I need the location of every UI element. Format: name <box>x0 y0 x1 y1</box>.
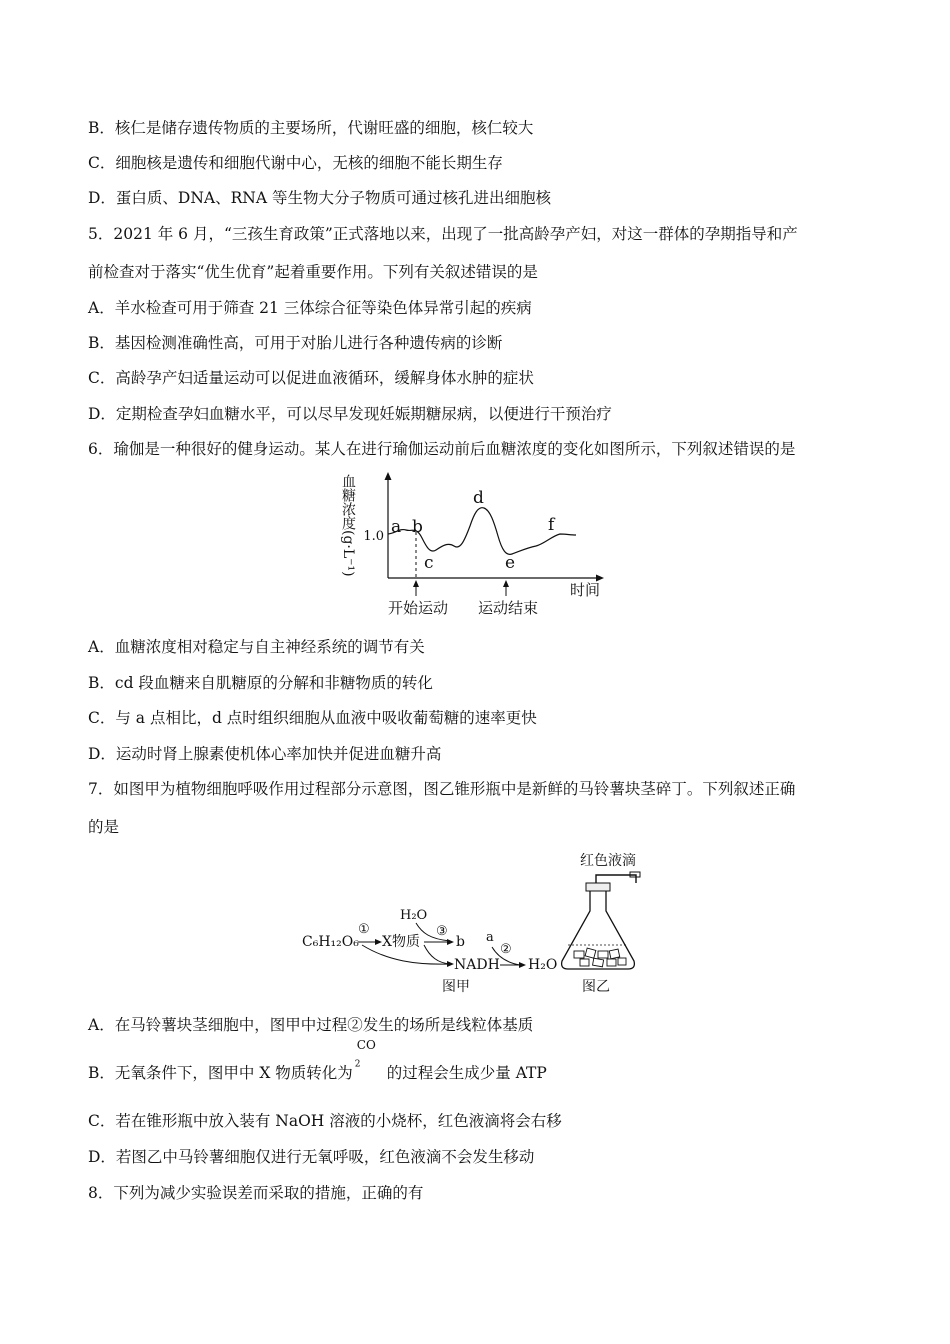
point-a-label: a <box>391 517 402 537</box>
q5-option-d: D．定期检查孕妇血糖水平，可以尽早发现妊娠期糖尿病，以便进行干预治疗 <box>88 405 612 423</box>
co2-formula: CO $_2$ <box>354 1038 376 1070</box>
q4-option-b: B．核仁是储存遗传物质的主要场所，代谢旺盛的细胞，核仁较大 <box>88 119 534 137</box>
q6-option-b: B．cd 段血糖来自肌糖原的分解和非糖物质的转化 <box>88 674 433 692</box>
end-exercise-label: 运动结束 <box>477 599 539 617</box>
q7-option-d: D．若图乙中马铃薯细胞仅进行无氧呼吸，红色液滴不会发生移动 <box>88 1148 535 1166</box>
q7-option-c: C．若在锥形瓶中放入装有 NaOH 溶液的小烧杯，红色液滴将会右移 <box>88 1112 562 1130</box>
q5-stem-line-2: 前检查对于落实“优生优育”起着重要作用。下列有关叙述错误的是 <box>88 263 538 281</box>
q7-option-b-prefix: B．无氧条件下，图甲中 X 物质转化为 <box>88 1064 353 1082</box>
caption-yi: 图乙 <box>582 979 610 995</box>
q8-stem: 8．下列为减少实验误差而采取的措施，正确的有 <box>88 1184 424 1202</box>
q7-option-a: A．在马铃薯块茎细胞中，图甲中过程②发生的场所是线粒体基质 <box>88 1016 534 1034</box>
q5-option-a: A．羊水检查可用于筛查 21 三体综合征等染色体异常引起的疾病 <box>88 299 532 317</box>
point-c-label: c <box>424 553 434 573</box>
b-label: b <box>456 934 465 950</box>
q7-option-b-suffix: 的过程会生成少量 ATP <box>386 1064 547 1082</box>
a-label: a <box>486 930 494 945</box>
respiration-diagram <box>296 845 656 995</box>
blood-glucose-graph <box>330 470 620 620</box>
q7-option-b <box>88 1038 547 1083</box>
q6-option-a: A．血糖浓度相对稳定与自主神经系统的调节有关 <box>88 638 425 656</box>
co2-subscript: 2 <box>354 1059 361 1070</box>
nadh-label: NADH <box>454 957 500 973</box>
potato-pieces <box>574 948 626 967</box>
point-f-label: f <box>548 515 555 535</box>
q6-option-c: C．与 a 点相比，d 点时组织细胞从血液中吸收葡萄糖的速率更快 <box>88 709 537 727</box>
h2o-right-label: H₂O <box>528 957 558 973</box>
glucose-label: C₆H₁₂O₆ <box>302 934 359 950</box>
q4-option-c: C．细胞核是遗传和细胞代谢中心，无核的细胞不能长期生存 <box>88 154 503 172</box>
x-substance-label: X物质 <box>382 934 420 950</box>
q6-stem: 6．瑜伽是一种很好的健身运动。某人在进行瑜伽运动前后血糖浓度的变化如图所示，下列叙述错误的是 <box>88 440 796 458</box>
y-tick-label: 1.0 <box>363 529 384 544</box>
q5-option-c: C．高龄孕产妇适量运动可以促进血液循环，缓解身体水肿的症状 <box>88 369 534 387</box>
point-e-label: e <box>505 553 516 573</box>
q5-option-b: B．基因检测准确性高，可用于对胎儿进行各种遗传病的诊断 <box>88 334 503 352</box>
point-b-label: b <box>412 517 423 537</box>
start-exercise-label: 开始运动 <box>387 599 449 617</box>
h2o-top-label: H₂O <box>400 908 428 923</box>
q7-stem-line-1: 7．如图甲为植物细胞呼吸作用过程部分示意图，图乙锥形瓶中是新鲜的马铃薯块茎碎丁。下列叙述正确 <box>88 780 796 798</box>
caption-jia: 图甲 <box>442 979 470 995</box>
step-1-label: ① <box>358 922 370 937</box>
step-2-label: ② <box>500 942 512 957</box>
q6-option-d: D．运动时肾上腺素使机体心率加快并促进血糖升高 <box>88 745 442 763</box>
y-axis-label: 血糖浓度(g·L⁻¹) <box>340 474 356 577</box>
q7-stem-line-2: 的是 <box>88 818 120 836</box>
x-axis-label: 时间 <box>570 581 601 599</box>
q4-option-d: D．蛋白质、DNA、RNA 等生物大分子物质可通过核孔进出细胞核 <box>88 189 551 207</box>
red-drop-label: 红色液滴 <box>580 853 636 869</box>
point-d-label: d <box>473 488 484 508</box>
step-3-label: ③ <box>436 924 448 939</box>
q5-stem-line-1: 5．2021 年 6 月，“三孩生育政策”正式落地以来，出现了一批高龄孕产妇，对这一群体的孕期指导和产 <box>88 225 798 243</box>
